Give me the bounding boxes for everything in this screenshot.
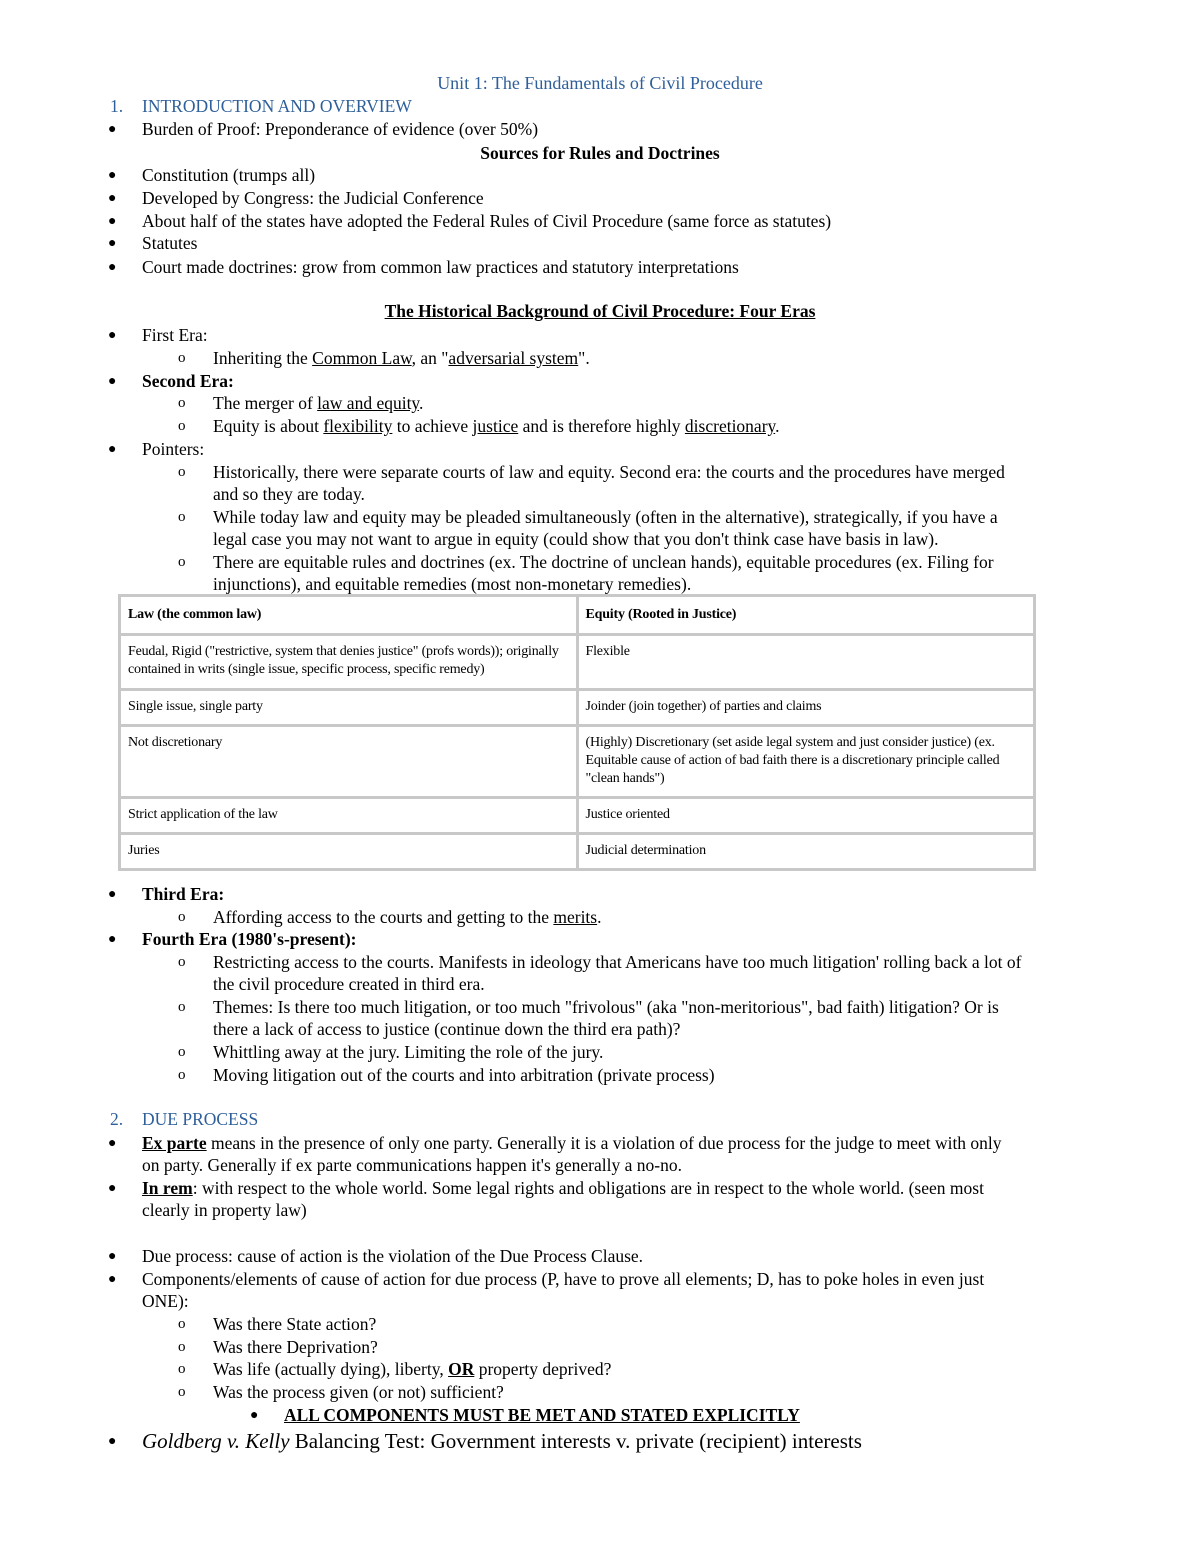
component-question: Was the process given (or not) sufficient? bbox=[213, 1382, 504, 1402]
component-question: Was life (actually dying), liberty, OR property deprived? bbox=[213, 1359, 612, 1379]
source-item: Statutes bbox=[142, 233, 198, 253]
source-item: Court made doctrines: grow from common law practices and statutory interpretations bbox=[142, 257, 739, 277]
bullet-icon: ● bbox=[108, 168, 117, 183]
bullet-icon: ● bbox=[108, 1272, 117, 1287]
due-process-item: Due process: cause of action is the violation of the Due Process Clause. bbox=[142, 1246, 644, 1266]
pointer-item: There are equitable rules and doctrines (ex. The doctrine of unclean hands), equitable procedures (ex. Filing for bbox=[213, 552, 994, 572]
fourth-era-item: Whittling away at the jury. Limiting the role of the jury. bbox=[213, 1042, 604, 1062]
ex-parte-definition-continued: on party. Generally if ex parte communications happen it's generally a no-no. bbox=[142, 1155, 682, 1175]
third-era-detail: Affording access to the courts and getting to the merits. bbox=[213, 907, 602, 927]
fourth-era-item-continued: there a lack of access to justice (continue down the third era path)? bbox=[213, 1019, 681, 1039]
bullet-icon: ● bbox=[108, 887, 117, 902]
section-2-number: 2. bbox=[110, 1109, 124, 1129]
circle-bullet-icon: o bbox=[178, 1316, 186, 1332]
table-cell: Not discretionary bbox=[120, 726, 578, 798]
law-vs-equity-table bbox=[118, 594, 1036, 871]
bullet-icon: ● bbox=[108, 236, 117, 251]
source-item: Constitution (trumps all) bbox=[142, 165, 316, 185]
circle-bullet-icon: o bbox=[178, 954, 186, 970]
first-era-label: First Era: bbox=[142, 325, 208, 345]
circle-bullet-icon: o bbox=[178, 1339, 186, 1355]
pointers-label: Pointers: bbox=[142, 439, 205, 459]
table-cell: Juries bbox=[120, 834, 578, 870]
bullet-icon: ● bbox=[108, 191, 117, 206]
section-2-heading: DUE PROCESS bbox=[142, 1109, 259, 1129]
table-cell: Joinder (join together) of parties and claims bbox=[577, 690, 1035, 726]
circle-bullet-icon: o bbox=[178, 1361, 186, 1377]
section-1-heading: INTRODUCTION AND OVERVIEW bbox=[142, 96, 412, 116]
circle-bullet-icon: o bbox=[178, 999, 186, 1015]
table-cell: Feudal, Rigid ("restrictive, system that denies justice" (profs words)); originally contained in writs (single issue, specific process, specific remedy) bbox=[120, 635, 578, 690]
pointer-item-continued: legal case you may not want to argue in equity (could show that you don't think case have basis in law). bbox=[213, 529, 939, 549]
in-rem-definition: In rem: with respect to the whole world. Some legal rights and obligations are in respect to the whole world. (seen most bbox=[142, 1178, 984, 1198]
bullet-icon: ● bbox=[108, 1181, 117, 1196]
circle-bullet-icon: o bbox=[178, 509, 186, 525]
bullet-icon: ● bbox=[108, 1434, 117, 1449]
table-cell: Strict application of the law bbox=[120, 798, 578, 834]
table-cell: Justice oriented bbox=[577, 798, 1035, 834]
goldberg-balancing-test: Goldberg v. Kelly Balancing Test: Government interests v. private (recipient) interests bbox=[142, 1429, 862, 1453]
document-title: Unit 1: The Fundamentals of Civil Procedure bbox=[437, 73, 763, 93]
pointer-item: Historically, there were separate courts of law and equity. Second era: the courts and the procedures have merged bbox=[213, 462, 1005, 482]
circle-bullet-icon: o bbox=[178, 1384, 186, 1400]
bullet-icon: ● bbox=[108, 122, 117, 137]
second-era-detail: The merger of law and equity. bbox=[213, 393, 424, 413]
pointer-item-continued: injunctions), and equitable remedies (most non-monetary remedies). bbox=[213, 574, 692, 594]
second-era-detail: Equity is about flexibility to achieve justice and is therefore highly discretionary. bbox=[213, 416, 780, 436]
table-header-row bbox=[120, 596, 1035, 635]
bullet-icon: ● bbox=[250, 1408, 259, 1423]
fourth-era-item: Themes: Is there too much litigation, or too much "frivolous" (aka "non-meritorious", bad faith) litigation? Or is bbox=[213, 997, 999, 1017]
section-1-number: 1. bbox=[110, 96, 124, 116]
circle-bullet-icon: o bbox=[178, 464, 186, 480]
bullet-icon: ● bbox=[108, 374, 117, 389]
burden-of-proof-item: Burden of Proof: Preponderance of evidence (over 50%) bbox=[142, 119, 539, 139]
fourth-era-item: Moving litigation out of the courts and into arbitration (private process) bbox=[213, 1065, 715, 1085]
table-cell: Flexible bbox=[577, 635, 1035, 690]
component-question: Was there Deprivation? bbox=[213, 1337, 378, 1357]
circle-bullet-icon: o bbox=[178, 1044, 186, 1060]
second-era-label: Second Era: bbox=[142, 371, 234, 391]
table-header-cell: Law (the common law) bbox=[120, 596, 578, 635]
in-rem-definition-continued: clearly in property law) bbox=[142, 1200, 307, 1220]
fourth-era-label: Fourth Era (1980's-present): bbox=[142, 929, 357, 949]
circle-bullet-icon: o bbox=[178, 418, 186, 434]
table-cell: Single issue, single party bbox=[120, 690, 578, 726]
source-item: About half of the states have adopted the Federal Rules of Civil Procedure (same force as statutes) bbox=[142, 211, 832, 231]
circle-bullet-icon: o bbox=[178, 554, 186, 570]
bullet-icon: ● bbox=[108, 1136, 117, 1151]
bullet-icon: ● bbox=[108, 932, 117, 947]
components-item-continued: ONE): bbox=[142, 1291, 189, 1311]
pointer-item-continued: and so they are today. bbox=[213, 484, 365, 504]
ex-parte-definition: Ex parte means in the presence of only one party. Generally it is a violation of due process for the judge to meet with only bbox=[142, 1133, 1002, 1153]
historical-heading: The Historical Background of Civil Procedure: Four Eras bbox=[384, 301, 816, 321]
bullet-icon: ● bbox=[108, 442, 117, 457]
table-row bbox=[120, 798, 1035, 834]
table-row bbox=[120, 726, 1035, 798]
table-cell: (Highly) Discretionary (set aside legal system and just consider justice) (ex. Equitable cause of action of bad faith there is a discretionary principle called "clean hands") bbox=[577, 726, 1035, 798]
first-era-detail: Inheriting the Common Law, an "adversarial system". bbox=[213, 348, 590, 368]
third-era-label: Third Era: bbox=[142, 884, 225, 904]
all-components-note: ALL COMPONENTS MUST BE MET AND STATED EXPLICITLY bbox=[284, 1405, 800, 1425]
bullet-icon: ● bbox=[108, 214, 117, 229]
table-row bbox=[120, 635, 1035, 690]
table-cell: Judicial determination bbox=[577, 834, 1035, 870]
circle-bullet-icon: o bbox=[178, 395, 186, 411]
circle-bullet-icon: o bbox=[178, 350, 186, 366]
bullet-icon: ● bbox=[108, 328, 117, 343]
sources-heading: Sources for Rules and Doctrines bbox=[480, 143, 720, 163]
component-question: Was there State action? bbox=[213, 1314, 377, 1334]
table-row bbox=[120, 834, 1035, 870]
source-item: Developed by Congress: the Judicial Conference bbox=[142, 188, 484, 208]
fourth-era-item-continued: the civil procedure created in third era. bbox=[213, 974, 485, 994]
bullet-icon: ● bbox=[108, 260, 117, 275]
pointer-item: While today law and equity may be pleaded simultaneously (often in the alternative), strategically, if you have a bbox=[213, 507, 998, 527]
components-item: Components/elements of cause of action for due process (P, have to prove all elements; D, has to poke holes in even just bbox=[142, 1269, 985, 1289]
circle-bullet-icon: o bbox=[178, 909, 186, 925]
bullet-icon: ● bbox=[108, 1249, 117, 1264]
circle-bullet-icon: o bbox=[178, 1067, 186, 1083]
fourth-era-item: Restricting access to the courts. Manifests in ideology that Americans have too much litigation' rolling back a lot of bbox=[213, 952, 1022, 972]
table-header-cell: Equity (Rooted in Justice) bbox=[577, 596, 1035, 635]
table-row bbox=[120, 690, 1035, 726]
